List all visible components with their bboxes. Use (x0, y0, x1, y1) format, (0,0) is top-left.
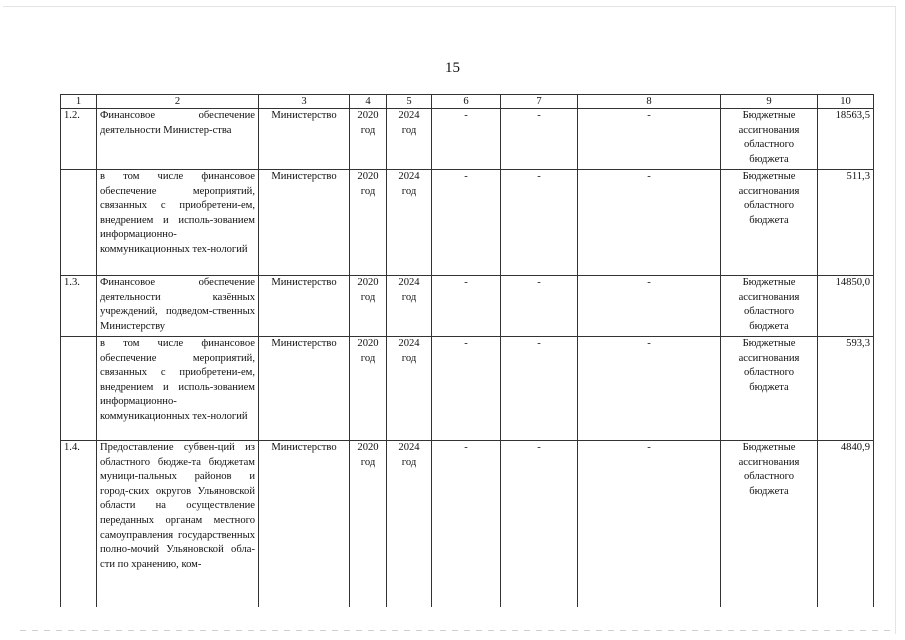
item-funding-source: Бюджетные ассигнования областного бюджета (721, 441, 818, 607)
item-end-year: 2024 год (387, 337, 432, 441)
item-end-year: 2024 год (387, 109, 432, 170)
item-executor: Министерство (259, 109, 350, 170)
item-funding-source: Бюджетные ассигнования областного бюджета (721, 109, 818, 170)
item-start-year: 2020 год (350, 337, 387, 441)
item-col6: - (432, 109, 501, 170)
item-start-year: 2020 год (350, 276, 387, 337)
item-executor: Министерство (259, 337, 350, 441)
column-header: 7 (501, 95, 578, 109)
item-amount: 4840,9 (818, 441, 874, 607)
scan-edge-line (20, 630, 890, 631)
column-header: 4 (350, 95, 387, 109)
column-header: 8 (578, 95, 721, 109)
item-end-year: 2024 год (387, 170, 432, 276)
item-col6: - (432, 170, 501, 276)
item-amount: 593,3 (818, 337, 874, 441)
item-funding-source: Бюджетные ассигнования областного бюджета (721, 170, 818, 276)
item-number: 1.4. (61, 441, 97, 607)
item-description: Финансовое обеспечение деятельности казённых учреждений, подведом-ственных Министерству (97, 276, 259, 337)
item-col7: - (501, 170, 578, 276)
page-number: 15 (445, 60, 460, 76)
item-start-year: 2020 год (350, 441, 387, 607)
item-amount: 511,3 (818, 170, 874, 276)
column-header: 5 (387, 95, 432, 109)
item-col6: - (432, 337, 501, 441)
item-col8: - (578, 276, 721, 337)
item-description: в том числе финансовое обеспечение мероприятий, связанных с приобретени-ем, внедрением и исполь-зованием информационно-коммуникационных тех-нологий (97, 170, 259, 276)
table-header-row (61, 95, 874, 109)
column-header: 3 (259, 95, 350, 109)
item-description: Финансовое обеспечение деятельности Министер-ства (97, 109, 259, 170)
column-header: 10 (818, 95, 874, 109)
item-col8: - (578, 170, 721, 276)
item-col8: - (578, 109, 721, 170)
table-row (61, 337, 874, 441)
column-header: 1 (61, 95, 97, 109)
item-end-year: 2024 год (387, 276, 432, 337)
item-col8: - (578, 441, 721, 607)
item-executor: Министерство (259, 170, 350, 276)
item-executor: Министерство (259, 441, 350, 607)
item-col7: - (501, 441, 578, 607)
item-funding-source: Бюджетные ассигнования областного бюджета (721, 276, 818, 337)
item-start-year: 2020 год (350, 170, 387, 276)
item-number: 1.2. (61, 109, 97, 170)
column-header: 6 (432, 95, 501, 109)
item-funding-source: Бюджетные ассигнования областного бюджета (721, 337, 818, 441)
item-col7: - (501, 337, 578, 441)
item-end-year: 2024 год (387, 441, 432, 607)
item-amount: 14850,0 (818, 276, 874, 337)
item-amount: 18563,5 (818, 109, 874, 170)
item-col8: - (578, 337, 721, 441)
item-description: в том числе финансовое обеспечение мероприятий, связанных с приобретени-ем, внедрением и исполь-зованием информационно-коммуникационных тех-нологий (97, 337, 259, 441)
item-number (61, 170, 97, 276)
column-header: 9 (721, 95, 818, 109)
item-number (61, 337, 97, 441)
budget-table (60, 94, 874, 607)
table-row (61, 441, 874, 607)
item-col6: - (432, 276, 501, 337)
item-col6: - (432, 441, 501, 607)
item-number: 1.3. (61, 276, 97, 337)
item-start-year: 2020 год (350, 109, 387, 170)
item-col7: - (501, 109, 578, 170)
table-row (61, 170, 874, 276)
item-col7: - (501, 276, 578, 337)
item-description: Предоставление субвен-ций из областного бюдже-та бюджетам муници-пальных районов и город-ских округов Ульяновской области на осуществление переданных органам местного самоуправления государственных полно-мочий Ульяновской обла-сти по хранению, ком- (97, 441, 259, 607)
table-row (61, 276, 874, 337)
column-header: 2 (97, 95, 259, 109)
item-executor: Министерство (259, 276, 350, 337)
table-row (61, 109, 874, 170)
